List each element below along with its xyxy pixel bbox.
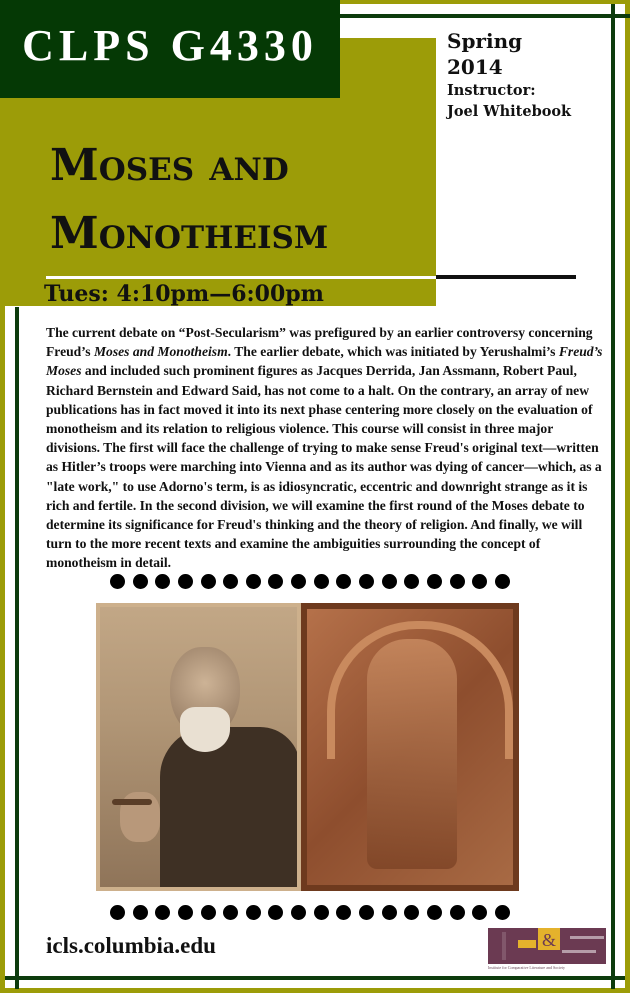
bullet-dot — [427, 905, 442, 920]
bullet-dot — [268, 574, 283, 589]
bullet-dot — [450, 905, 465, 920]
instructor — [447, 80, 571, 122]
description-text: . The earlier debate, which was initiated by Yerushalmi’s — [227, 344, 559, 360]
bullet-dot — [291, 574, 306, 589]
olive-frame-left — [0, 300, 5, 993]
bullet-dot — [178, 574, 193, 589]
bullet-dot — [359, 905, 374, 920]
bullet-dot — [450, 574, 465, 589]
svg-text:&: & — [542, 930, 557, 950]
bullet-dot — [155, 574, 170, 589]
semester — [447, 28, 522, 80]
info-divider — [436, 275, 576, 279]
bullet-dot — [291, 905, 306, 920]
green-rule-top — [340, 14, 630, 18]
description-text: and included such prominent figures as Jacques Derrida, Jan Assmann, Robert Paul, Richard Bernstein and Edward Said, has not come to a halt. On the contrary, an array of new publications has in fact moved it into its next phase centering more closely on the evaluation of monotheism and its relation to religious violence. This course will consist in three major divisions. The first will face the challenge of trying to make sense Freud's original text—written as Hitler’s troops were marching into Vienna and as its author was dying of cancer—which, as a "late work," to use Adorno's term, is as idiosyncratic, eccentric and downright strange as it is rich and fertile. In the second division, we will examine the first round of the Moses debate to determine its significance for Freud's thinking and the theory of religion. And finally, we will turn to the more recent texts and examine the ambiguities surrounding the concept of monotheism in detail. — [46, 363, 602, 571]
bullet-dot — [314, 905, 329, 920]
bullet-dot — [404, 574, 419, 589]
semester-term: Spring — [447, 29, 523, 53]
bullet-dot — [382, 574, 397, 589]
olive-frame-bottom — [0, 988, 630, 993]
portrait-beard — [180, 707, 230, 752]
portrait-cigar — [112, 799, 152, 805]
bullet-dot — [201, 574, 216, 589]
bullet-dot — [336, 574, 351, 589]
icls-logo — [488, 928, 606, 973]
bullet-dot — [268, 905, 283, 920]
green-rule-bottom — [5, 976, 625, 980]
course-code: CLPS G4330 — [22, 21, 318, 70]
logo-caption: Institute for Comparative Literature and Society — [488, 965, 565, 970]
course-description — [46, 323, 606, 573]
instructor-label: Instructor: — [447, 82, 536, 99]
bullet-dot — [336, 905, 351, 920]
bullet-dot — [382, 905, 397, 920]
icls-logo-icon — [488, 928, 606, 964]
instructor-name: Joel Whitebook — [447, 103, 572, 120]
olive-frame-right — [625, 0, 630, 993]
bullet-dot — [110, 574, 125, 589]
semester-year: 2014 — [447, 55, 503, 79]
green-rule-right — [611, 4, 615, 989]
green-rule-left — [15, 307, 19, 989]
portrait-suit — [160, 727, 300, 891]
bullet-dot — [110, 905, 125, 920]
bullet-dot — [495, 905, 510, 920]
website-link[interactable]: icls.columbia.edu — [46, 933, 216, 958]
book-title-freuds-moses: Freud’s Moses — [46, 344, 603, 379]
course-title-line-1: Moses and — [50, 140, 289, 191]
moses-relief-image — [301, 603, 519, 891]
freud-portrait-image — [96, 603, 301, 891]
bullet-dot — [133, 574, 148, 589]
bullet-dot — [246, 905, 261, 920]
bullet-dot — [223, 574, 238, 589]
class-time: Tues: 4:10pm—6:00pm — [44, 281, 324, 307]
bullet-dot — [472, 574, 487, 589]
book-title-moses-and-monotheism: Moses and Monotheism — [93, 344, 228, 360]
title-divider — [46, 276, 436, 279]
bullet-dot — [427, 574, 442, 589]
dot-divider-top — [110, 574, 510, 590]
bullet-dot — [314, 574, 329, 589]
bullet-dot — [178, 905, 193, 920]
bullet-dot — [133, 905, 148, 920]
bullet-dot — [404, 905, 419, 920]
bullet-dot — [223, 905, 238, 920]
bullet-dot — [201, 905, 216, 920]
description-text: The current debate on “Post-Secularism” was prefigured by an earlier controversy concerning Freud’s — [46, 325, 593, 360]
bullet-dot — [155, 905, 170, 920]
bullet-dot — [495, 574, 510, 589]
bullet-dot — [246, 574, 261, 589]
relief-figure — [367, 639, 457, 869]
course-title-line-2: Monotheism — [50, 208, 329, 259]
dot-divider-bottom — [110, 905, 510, 921]
bullet-dot — [359, 574, 374, 589]
bullet-dot — [472, 905, 487, 920]
